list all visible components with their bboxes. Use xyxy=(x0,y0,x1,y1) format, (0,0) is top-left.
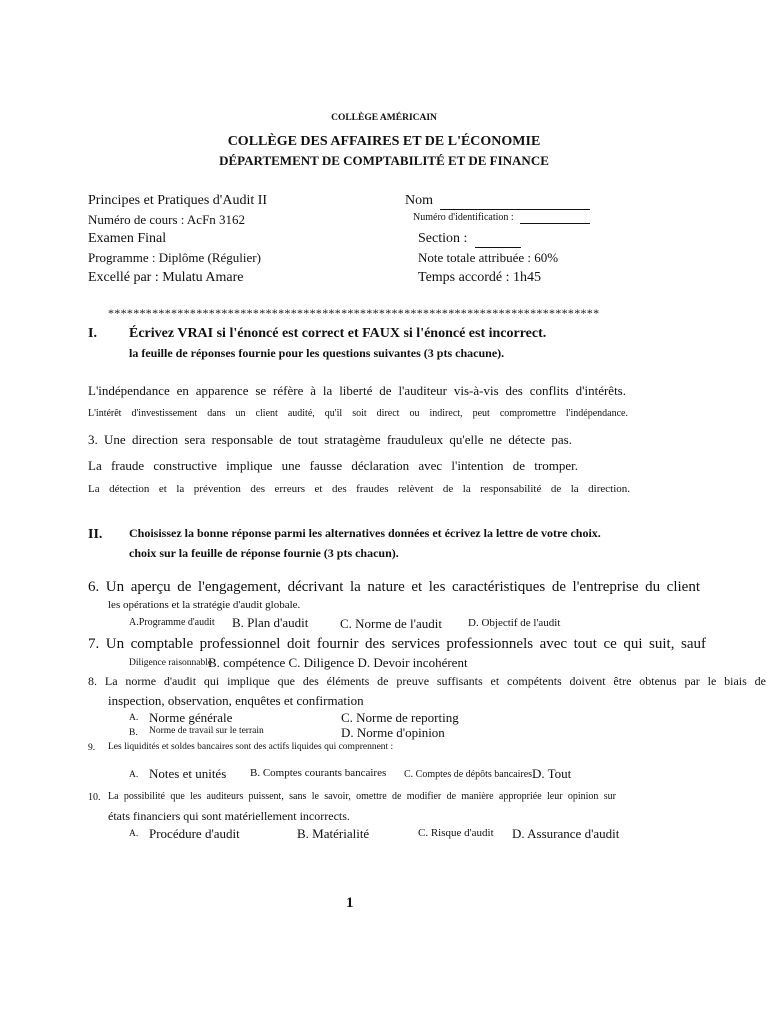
part1-numeral: I. xyxy=(88,326,97,341)
question-6-option-a[interactable]: A.Programme d'audit xyxy=(129,617,215,628)
part2-numeral: II. xyxy=(88,527,103,542)
question-10-number: 10. xyxy=(88,792,101,803)
name-field[interactable] xyxy=(405,193,590,210)
section-blank xyxy=(475,231,521,248)
page-number: 1 xyxy=(346,895,354,911)
question-6-option-c[interactable]: C. Norme de l'audit xyxy=(340,616,442,631)
question-3-text: 3. Une direction sera responsable de tout stratagème frauduleux qu'elle ne détecte pas. xyxy=(88,432,572,447)
prepared-by: Excellé par : Mulatu Amare xyxy=(88,270,244,285)
question-8-line2: inspection, observation, enquêtes et confirmation xyxy=(108,693,364,708)
question-2-text: L'intérêt d'investissement dans un client audité, qu'il soit direct ou indirect, peut compromettre l'indépendance. xyxy=(88,408,628,419)
exam-type: Examen Final xyxy=(88,231,167,246)
part1-instruction-line2: la feuille de réponses fournie pour les questions suivantes (3 pts chacune). xyxy=(129,346,505,360)
question-6-option-d[interactable]: D. Objectif de l'audit xyxy=(468,617,561,629)
question-7-text: 7. Un comptable professionnel doit fournir des services professionnels avec tout ce qui suit, sauf xyxy=(88,636,706,652)
institution-name: COLLÈGE AMÉRICAIN xyxy=(331,113,437,123)
question-8-option-d[interactable]: D. Norme d'opinion xyxy=(341,725,445,740)
question-8-letter-b: B. xyxy=(129,728,138,738)
question-8-option-b[interactable]: Norme de travail sur le terrain xyxy=(149,726,264,736)
question-9-letter-a: A. xyxy=(129,770,139,780)
question-9-option-a[interactable]: Notes et unités xyxy=(149,766,227,781)
question-2 xyxy=(88,408,628,419)
time-allowed: Temps accordé : 1h45 xyxy=(418,270,542,285)
college-name: COLLÈGE DES AFFAIRES ET DE L'ÉCONOMIE xyxy=(227,134,541,149)
question-10-letter-a: A. xyxy=(129,829,139,839)
question-9-option-c[interactable]: C. Comptes de dépôts bancaires xyxy=(404,769,533,780)
question-10-line2: états financiers qui sont matériellement incorrects. xyxy=(108,809,350,823)
course-title: Principes et Pratiques d'Audit II xyxy=(88,193,268,208)
part1-instruction: Écrivez VRAI si l'énoncé est correct et FAUX si l'énoncé est incorrect. xyxy=(129,326,547,341)
question-7 xyxy=(88,636,706,653)
question-9-option-d[interactable]: D. Tout xyxy=(532,766,572,781)
section-field[interactable] xyxy=(418,231,521,248)
question-1-text: L'indépendance en apparence se réfère à la liberté de l'auditeur vis-à-vis des conflits d'intérêts. xyxy=(88,383,626,398)
part2-instruction: Choisissez la bonne réponse parmi les alternatives données et écrivez la lettre de votre choix. xyxy=(129,526,601,540)
name-blank xyxy=(440,193,590,210)
question-7-options-rest[interactable]: B. compétence C. Diligence D. Devoir incohérent xyxy=(208,655,468,670)
course-number: Numéro de cours : AcFn 3162 xyxy=(88,212,246,227)
question-8-option-c[interactable]: C. Norme de reporting xyxy=(341,710,459,725)
part2-instruction-line2: choix sur la feuille de réponse fournie (3 pts chacun). xyxy=(129,546,399,560)
question-7-option-a[interactable]: Diligence raisonnable xyxy=(129,658,213,668)
question-9-option-b[interactable]: B. Comptes courants bancaires xyxy=(250,767,387,779)
program: Programme : Diplôme (Régulier) xyxy=(88,250,261,265)
question-4 xyxy=(88,458,578,474)
question-9-text: Les liquidités et soldes bancaires sont des actifs liquides qui comprennent : xyxy=(108,742,394,752)
question-10-option-c[interactable]: C. Risque d'audit xyxy=(418,827,494,839)
name-label: Nom xyxy=(405,193,433,208)
id-blank xyxy=(520,212,590,224)
star-separator: ****************************************************************************** xyxy=(108,306,600,320)
question-10-text: La possibilité que les auditeurs puissent, sans le savoir, omettre de modifier de manière appropriée leur opinion sur xyxy=(108,791,616,802)
id-label: Numéro d'identification : xyxy=(413,212,514,223)
section-label: Section : xyxy=(418,231,468,246)
question-1 xyxy=(88,383,626,399)
question-5-text: La détection et la prévention des erreurs et des fraudes relèvent de la responsabilité de la direction. xyxy=(88,483,630,495)
question-8-text: 8. La norme d'audit qui implique que des éléments de preuve suffisants et compétents doivent être obtenus par le biais de xyxy=(88,674,766,688)
question-6-line2: les opérations et la stratégie d'audit globale. xyxy=(108,599,301,611)
question-3 xyxy=(88,432,572,448)
question-9-number: 9. xyxy=(88,743,96,753)
department-name: DÉPARTEMENT DE COMPTABILITÉ ET DE FINANCE xyxy=(219,153,549,168)
question-5 xyxy=(88,483,630,495)
question-8-option-a[interactable]: Norme générale xyxy=(149,710,233,725)
question-6-option-b[interactable]: B. Plan d'audit xyxy=(232,615,309,630)
question-4-text: La fraude constructive implique une fausse déclaration avec l'intention de tromper. xyxy=(88,458,578,473)
total-mark: Note totale attribuée : 60% xyxy=(418,250,559,265)
question-10-option-b[interactable]: B. Matérialité xyxy=(297,826,370,841)
question-10-option-d[interactable]: D. Assurance d'audit xyxy=(512,826,620,841)
question-6-text: 6. Un aperçu de l'engagement, décrivant la nature et les caractéristiques de l'entreprise du client xyxy=(88,579,700,595)
question-10-option-a[interactable]: Procédure d'audit xyxy=(149,826,240,841)
question-10 xyxy=(108,791,616,802)
question-8-letter-a: A. xyxy=(129,713,139,723)
question-6 xyxy=(88,579,700,596)
id-field[interactable] xyxy=(413,212,590,224)
question-8 xyxy=(88,674,766,689)
